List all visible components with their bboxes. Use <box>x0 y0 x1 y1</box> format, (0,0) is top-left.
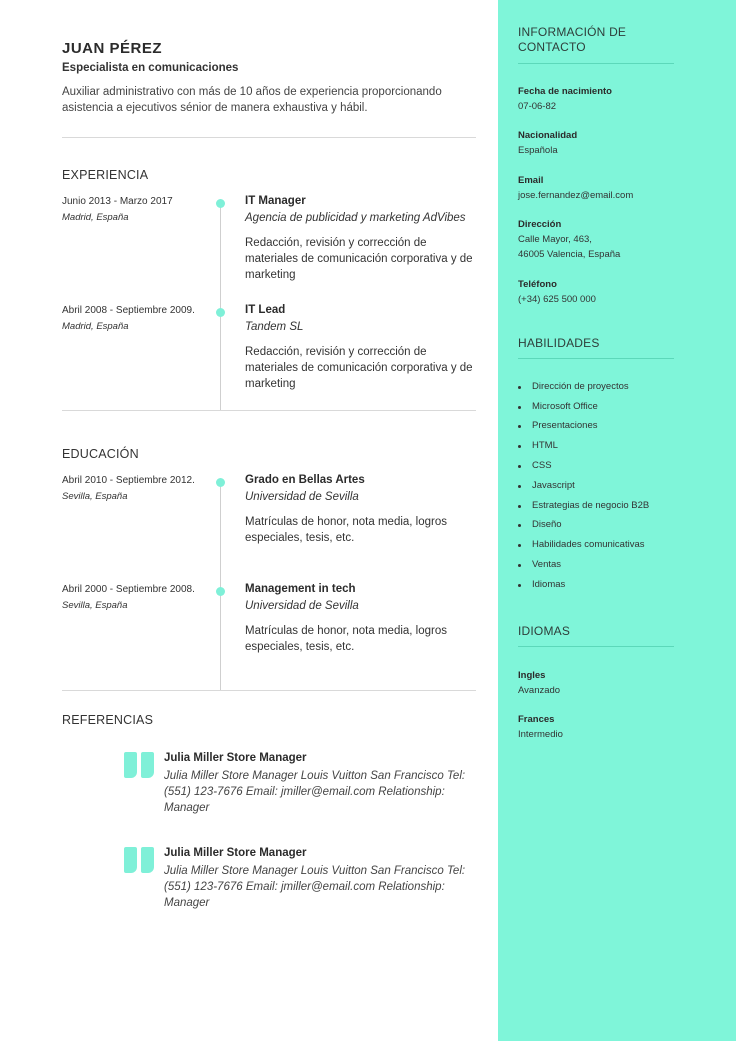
reference-details: Julia Miller Store Manager Louis Vuitton San Francisco Tel: (551) 123-7676 Email: jmiller@email.com Relationship: Manager <box>164 770 466 814</box>
entry-date: Abril 2010 - Septiembre 2012. <box>62 475 195 486</box>
contact-label: Teléfono <box>518 279 557 290</box>
entry-description: Redacción, revisión y corrección de materiales de comunicación corporativa y de marketing <box>245 237 473 281</box>
entry-role: Management in tech <box>245 583 356 595</box>
reference-name: Julia Miller Store Manager <box>164 847 307 859</box>
entry-role: Grado en Bellas Artes <box>245 474 365 486</box>
experience-title: EXPERIENCIA <box>62 168 149 182</box>
reference-details: Julia Miller Store Manager Louis Vuitton San Francisco Tel: (551) 123-7676 Email: jmiller@email.com Relationship: Manager <box>164 865 466 909</box>
entry-place: Madrid, España <box>62 212 129 223</box>
entry-place: Sevilla, España <box>62 491 128 502</box>
timeline-dot <box>216 587 225 596</box>
language-level: Intermedio <box>518 729 563 740</box>
bullet-icon <box>518 465 521 468</box>
bullet-icon <box>518 584 521 587</box>
entry-role: IT Manager <box>245 195 306 207</box>
bullet-icon <box>518 425 521 428</box>
education-timeline <box>220 482 221 690</box>
language-name: Frances <box>518 714 555 725</box>
candidate-name: JUAN PÉREZ <box>62 40 163 57</box>
entry-organization: Agencia de publicidad y marketing AdVibes <box>245 212 466 224</box>
contact-value: Española <box>518 145 558 156</box>
sidebar-divider <box>518 358 674 359</box>
timeline-dot <box>216 308 225 317</box>
divider <box>62 410 476 411</box>
divider <box>62 137 476 138</box>
profile-summary: Auxiliar administrativo con más de 10 años de experiencia proporcionando asistencia a ejecutivos sénior de manera exhaustiva y hábil. <box>62 86 442 114</box>
entry-organization: Universidad de Sevilla <box>245 491 359 503</box>
skills-title: HABILIDADES <box>518 336 600 350</box>
entry-date: Junio 2013 - Marzo 2017 <box>62 196 173 207</box>
contact-value: 07-06-82 <box>518 101 557 112</box>
entry-place: Sevilla, España <box>62 600 128 611</box>
bullet-icon <box>518 445 521 448</box>
reference-name: Julia Miller Store Manager <box>164 752 307 764</box>
bullet-icon <box>518 544 521 547</box>
sidebar-divider <box>518 63 674 64</box>
bullet-icon <box>518 505 521 508</box>
references-title: REFERENCIAS <box>62 713 154 727</box>
contact-label: Nacionalidad <box>518 130 578 141</box>
contact-email[interactable]: jose.fernandez@email.com <box>518 190 634 201</box>
candidate-title: Especialista en comunicaciones <box>62 62 239 74</box>
language-name: Ingles <box>518 670 546 681</box>
bullet-icon <box>518 485 521 488</box>
timeline-dot <box>216 478 225 487</box>
entry-description: Matrículas de honor, nota media, logros especiales, tesis, etc. <box>245 625 448 653</box>
contact-value: 46005 Valencia, España <box>518 249 621 260</box>
experience-timeline <box>220 202 221 410</box>
language-level: Avanzado <box>518 685 561 696</box>
contact-title: INFORMACIÓN DE CONTACTO <box>518 25 627 54</box>
entry-date: Abril 2008 - Septiembre 2009. <box>62 305 195 316</box>
timeline-dot <box>216 199 225 208</box>
quote-icon <box>124 847 156 875</box>
entry-description: Matrículas de honor, nota media, logros especiales, tesis, etc. <box>245 516 448 544</box>
contact-label: Dirección <box>518 219 562 230</box>
contact-value: (+34) 625 500 000 <box>518 294 596 305</box>
entry-date: Abril 2000 - Septiembre 2008. <box>62 584 195 595</box>
contact-label: Email <box>518 175 544 186</box>
entry-organization: Tandem SL <box>245 321 304 333</box>
bullet-icon <box>518 406 521 409</box>
divider <box>62 690 476 691</box>
entry-organization: Universidad de Sevilla <box>245 600 359 612</box>
contact-value: Calle Mayor, 463, <box>518 234 592 245</box>
sidebar-divider <box>518 646 674 647</box>
bullet-icon <box>518 524 521 527</box>
bullet-icon <box>518 386 521 389</box>
contact-label: Fecha de nacimiento <box>518 86 612 97</box>
entry-description: Redacción, revisión y corrección de materiales de comunicación corporativa y de marketing <box>245 346 473 390</box>
bullet-icon <box>518 564 521 567</box>
entry-role: IT Lead <box>245 304 286 316</box>
sidebar: INFORMACIÓN DE CONTACTO Fecha de nacimiento 07-06-82 Nacionalidad Española Email jose.fernandez@email.com Dirección Calle Mayor, 463, 46005 Valencia, España Teléfono (+34) 625 500 000 HABILIDADES Dirección de proyectos Microsoft Office Presentaciones HTML CSS Javascript Estrategias de negocio B2B Diseño Habilidades comunicativas Ventas Idiomas IDIOMAS Ingles Avanzado Frances Intermedio <box>498 0 736 1041</box>
main-column <box>62 0 476 1041</box>
entry-place: Madrid, España <box>62 321 129 332</box>
languages-title: IDIOMAS <box>518 624 571 638</box>
quote-icon <box>124 752 156 780</box>
education-title: EDUCACIÓN <box>62 447 139 461</box>
